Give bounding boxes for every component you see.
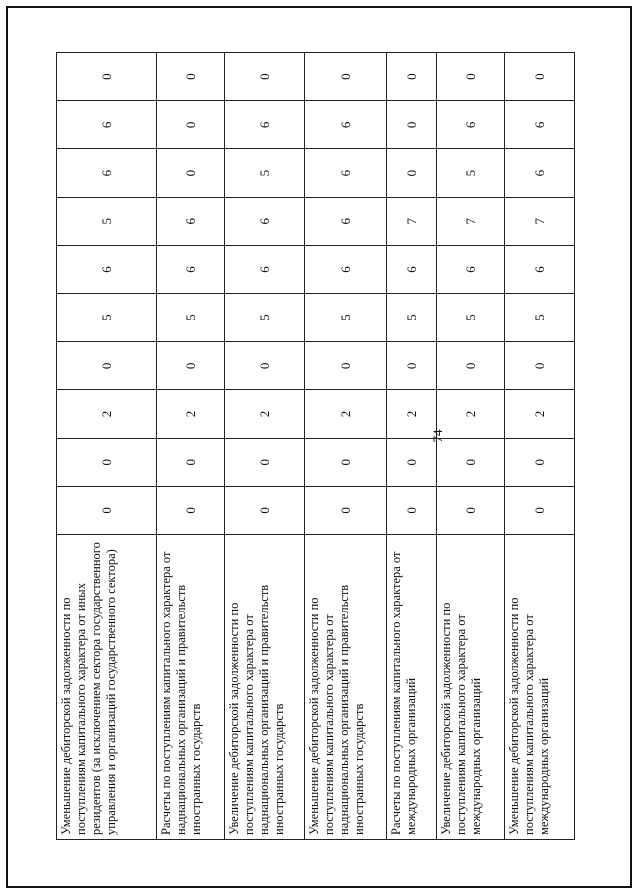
code-digit-cell: 5 xyxy=(437,149,505,197)
code-digit-cell: 0 xyxy=(57,486,157,534)
table-row xyxy=(305,53,387,840)
code-digit-cell: 7 xyxy=(437,197,505,245)
code-digit-cell: 5 xyxy=(505,294,575,342)
code-digit-cell: 0 xyxy=(157,486,225,534)
code-digit-cell: 0 xyxy=(387,53,437,101)
code-digit-cell: 2 xyxy=(505,390,575,438)
code-digit-cell: 2 xyxy=(305,390,387,438)
row-label: Уменьшение дебиторской задолженности по поступлениям капитального характера от международных организаций xyxy=(505,535,575,840)
code-digit-cell: 0 xyxy=(157,149,225,197)
code-digit-cell: 0 xyxy=(437,486,505,534)
code-digit-cell: 0 xyxy=(387,438,437,486)
table-row xyxy=(225,53,305,840)
code-digit-cell: 0 xyxy=(57,53,157,101)
code-digit-cell: 6 xyxy=(157,245,225,293)
code-digit-cell: 0 xyxy=(305,342,387,390)
row-label: Расчеты по поступлениям капитального характера от международных организаций xyxy=(387,535,437,840)
row-label: Увеличение дебиторской задолженности по поступлениям капитального характера от наднациональных организаций и правительств иностранных государств xyxy=(225,535,305,840)
code-digit-cell: 6 xyxy=(505,101,575,149)
code-digit-cell: 0 xyxy=(387,149,437,197)
row-label: Уменьшение дебиторской задолженности по поступлениям капитального характера от иных резидентов (за исключением сектора государственного управления и организаций государственного сектора) xyxy=(57,535,157,840)
code-digit-cell: 6 xyxy=(305,197,387,245)
code-digit-cell: 0 xyxy=(387,342,437,390)
code-digit-cell: 7 xyxy=(505,197,575,245)
classification-table xyxy=(56,52,575,840)
code-digit-cell: 6 xyxy=(505,245,575,293)
code-digit-cell: 0 xyxy=(305,486,387,534)
code-digit-cell: 0 xyxy=(157,101,225,149)
code-digit-cell: 6 xyxy=(387,245,437,293)
table-row xyxy=(437,53,505,840)
code-digit-cell: 6 xyxy=(157,197,225,245)
row-label: Расчеты по поступлениям капитального характера от наднациональных организаций и правительств иностранных государств xyxy=(157,535,225,840)
code-digit-cell: 6 xyxy=(225,197,305,245)
code-digit-cell: 5 xyxy=(57,294,157,342)
code-digit-cell: 0 xyxy=(505,342,575,390)
code-digit-cell: 2 xyxy=(225,390,305,438)
code-digit-cell: 5 xyxy=(57,197,157,245)
code-digit-cell: 0 xyxy=(437,438,505,486)
code-digit-cell: 0 xyxy=(157,53,225,101)
code-digit-cell: 2 xyxy=(387,390,437,438)
code-digit-cell: 6 xyxy=(437,245,505,293)
code-digit-cell: 5 xyxy=(305,294,387,342)
code-digit-cell: 6 xyxy=(305,245,387,293)
code-digit-cell: 0 xyxy=(225,53,305,101)
code-digit-cell: 0 xyxy=(57,342,157,390)
code-digit-cell: 0 xyxy=(505,486,575,534)
code-digit-cell: 7 xyxy=(387,197,437,245)
code-digit-cell: 0 xyxy=(157,438,225,486)
code-digit-cell: 6 xyxy=(225,245,305,293)
code-digit-cell: 0 xyxy=(437,342,505,390)
code-digit-cell: 6 xyxy=(305,149,387,197)
table-row xyxy=(157,53,225,840)
code-digit-cell: 0 xyxy=(305,53,387,101)
row-label: Уменьшение дебиторской задолженности по поступлениям капитального характера от наднациональных организаций и правительств иностранных государств xyxy=(305,535,387,840)
code-digit-cell: 0 xyxy=(387,101,437,149)
code-digit-cell: 0 xyxy=(225,486,305,534)
code-digit-cell: 2 xyxy=(437,390,505,438)
code-digit-cell: 5 xyxy=(437,294,505,342)
code-digit-cell: 6 xyxy=(225,101,305,149)
table-body xyxy=(57,53,575,840)
code-digit-cell: 2 xyxy=(57,390,157,438)
table-row xyxy=(57,53,157,840)
table-row xyxy=(387,53,437,840)
code-digit-cell: 0 xyxy=(505,438,575,486)
code-digit-cell: 5 xyxy=(225,294,305,342)
row-label: Увеличение дебиторской задолженности по поступлениям капитального характера от международных организаций xyxy=(437,535,505,840)
page-number: 74 xyxy=(430,429,445,443)
code-digit-cell: 6 xyxy=(57,245,157,293)
code-digit-cell: 6 xyxy=(57,101,157,149)
code-digit-cell: 0 xyxy=(505,53,575,101)
table-row xyxy=(505,53,575,840)
code-digit-cell: 6 xyxy=(57,149,157,197)
code-digit-cell: 6 xyxy=(505,149,575,197)
code-digit-cell: 2 xyxy=(157,390,225,438)
code-digit-cell: 6 xyxy=(305,101,387,149)
code-digit-cell: 0 xyxy=(157,342,225,390)
rotated-table-container xyxy=(56,52,556,840)
code-digit-cell: 5 xyxy=(225,149,305,197)
code-digit-cell: 0 xyxy=(225,342,305,390)
code-digit-cell: 6 xyxy=(437,101,505,149)
code-digit-cell: 5 xyxy=(387,294,437,342)
code-digit-cell: 0 xyxy=(305,438,387,486)
code-digit-cell: 0 xyxy=(225,438,305,486)
code-digit-cell: 0 xyxy=(387,486,437,534)
code-digit-cell: 5 xyxy=(157,294,225,342)
code-digit-cell: 0 xyxy=(437,53,505,101)
code-digit-cell: 0 xyxy=(57,438,157,486)
